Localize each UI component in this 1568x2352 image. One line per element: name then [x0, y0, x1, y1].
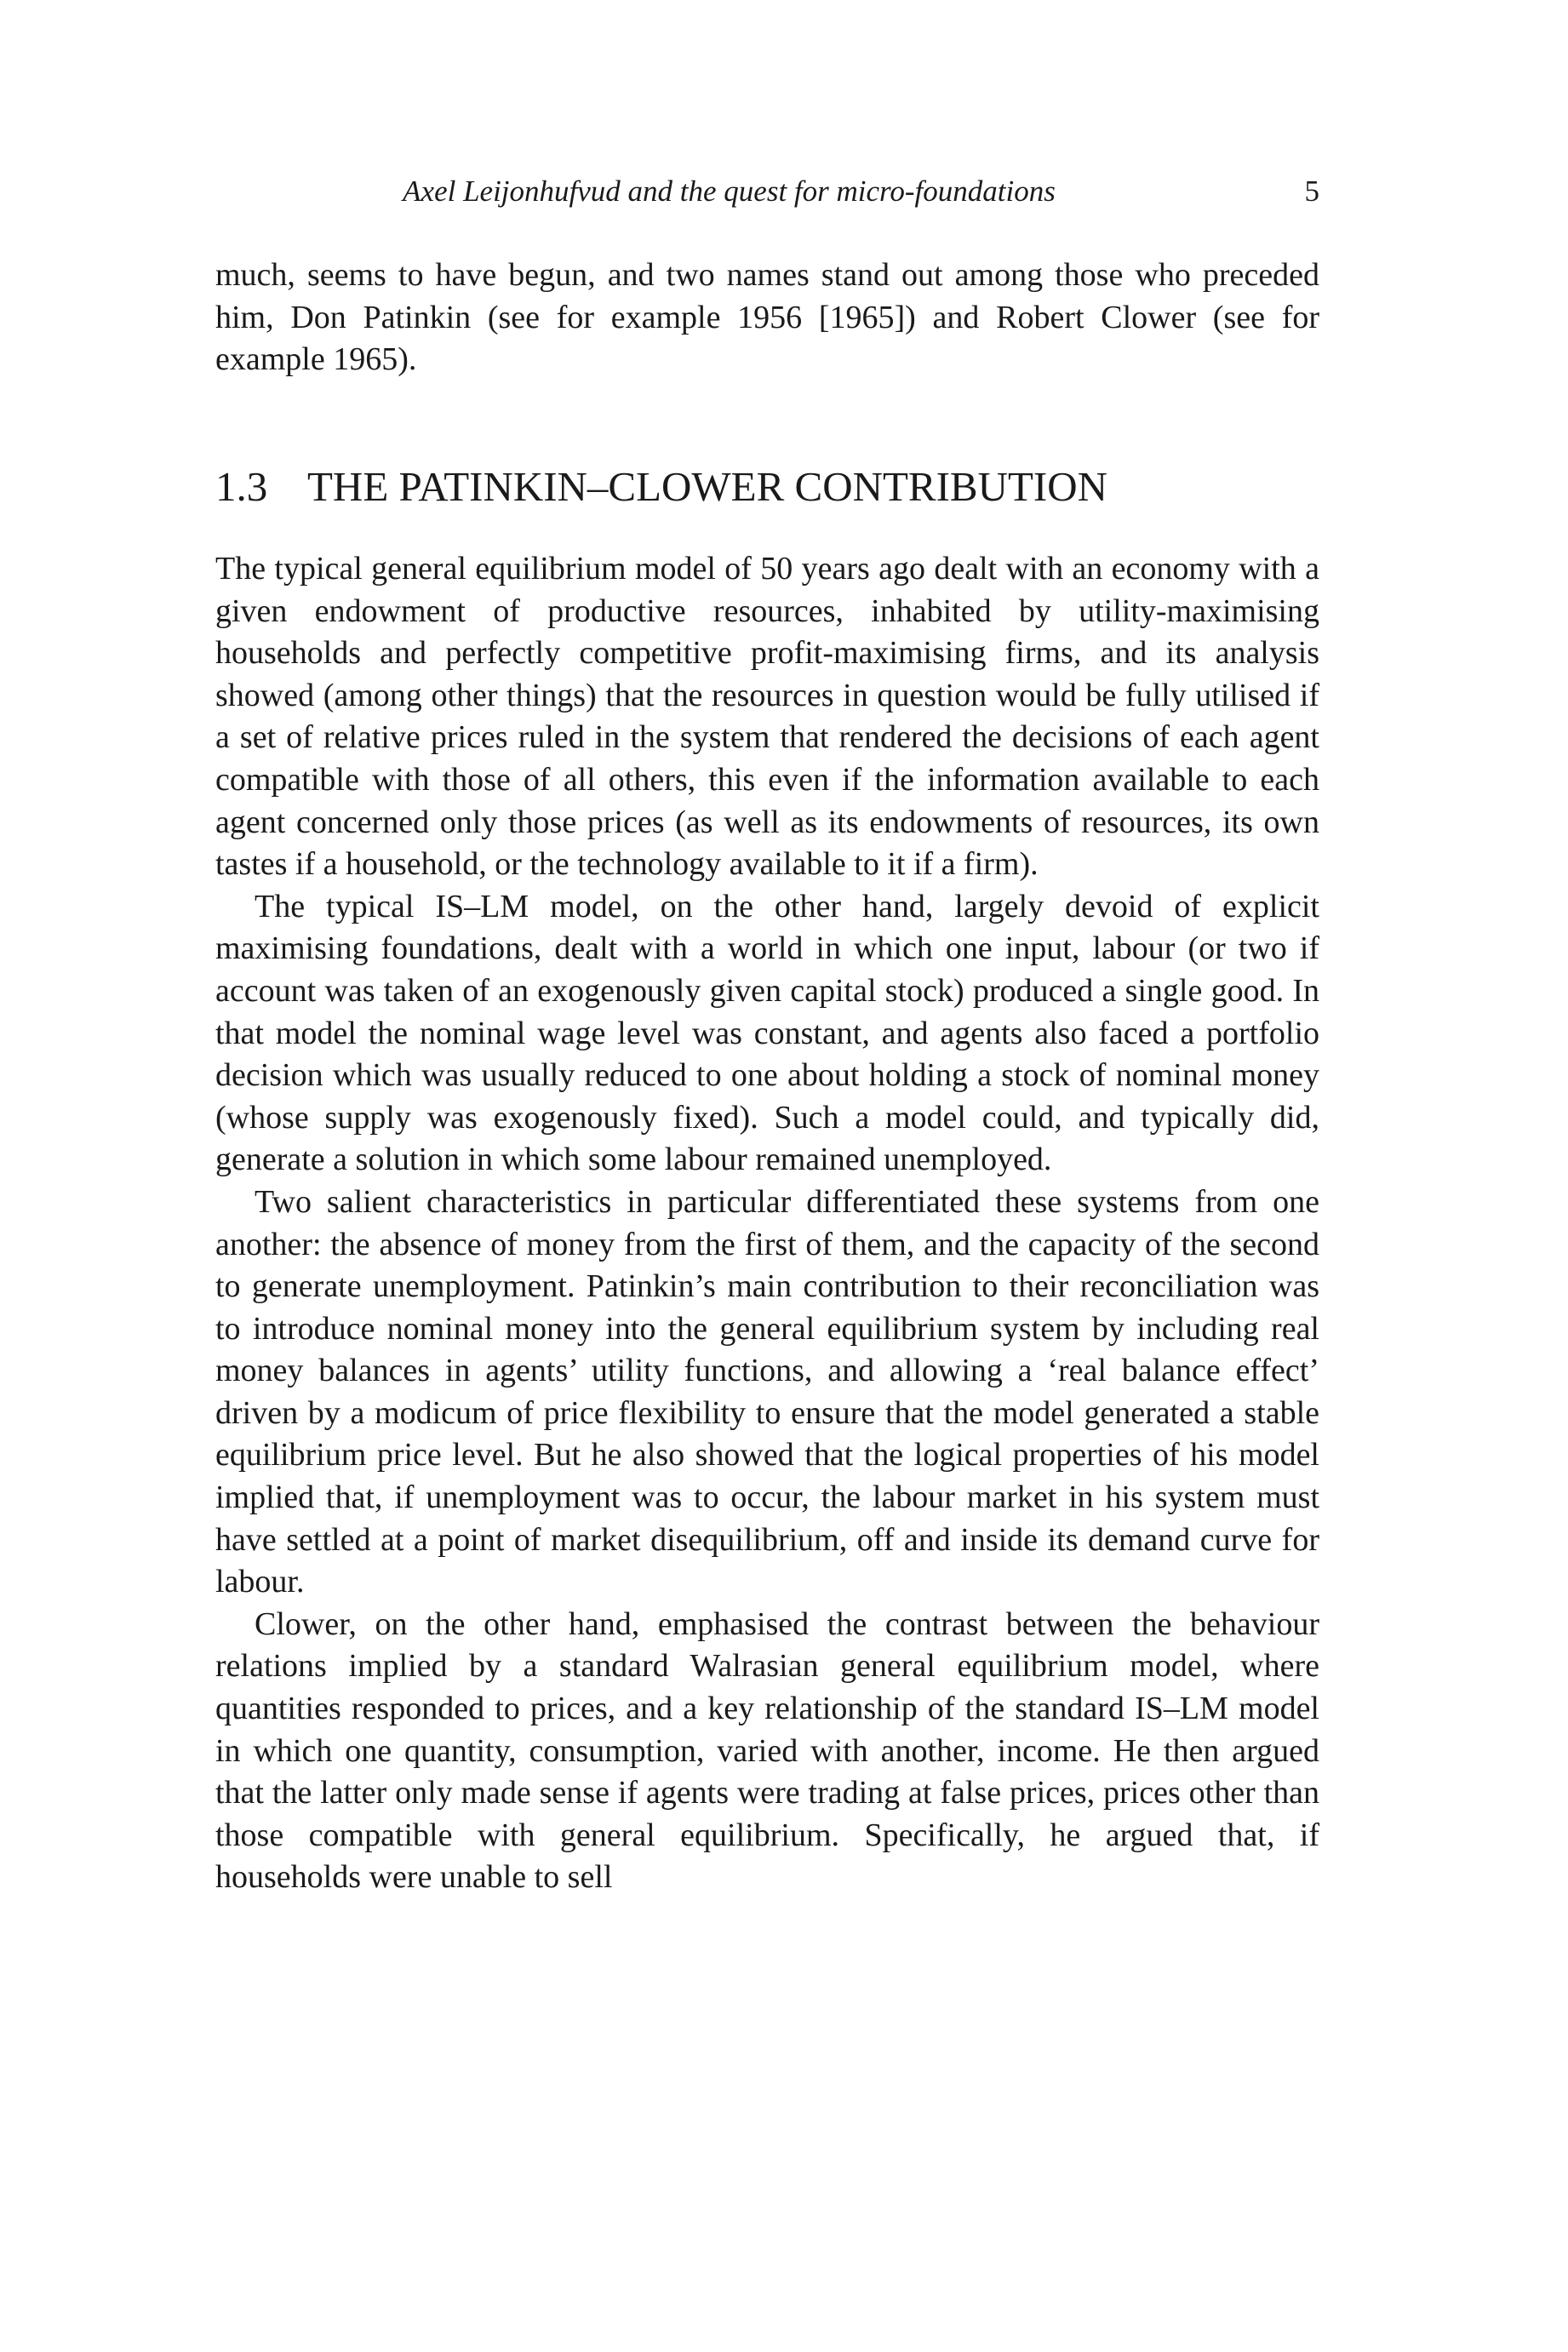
running-head-title: Axel Leijonhufvud and the quest for micro-foundations	[403, 175, 1056, 208]
section-body	[215, 548, 1319, 1899]
running-head	[215, 173, 1319, 210]
section-paragraph-1: The typical general equilibrium model of 50 years ago dealt with an economy with a given endowment of productive resources, inhabited by utility-maximising households and perfectly competitive profit-maximising firms, and its analysis showed (among other things) that the resources in question would be fully utilised if a set of relative prices ruled in the system that rendered the decisions of each agent compatible with those of all others, this even if the information available to each agent concerned only those prices (as well as its endowments of resources, its own tastes if a household, or the technology available to it if a firm).	[215, 551, 1319, 883]
section-paragraph-4: Clower, on the other hand, emphasised the contrast between the behaviour relations implied by a standard Walrasian general equilibrium model, where quantities responded to prices, and a key relationship of the standard IS–LM model in which one quantity, consumption, varied with another, income. He then argued that the latter only made sense if agents were trading at false prices, prices other than those compatible with general equilibrium. Specifically, he argued that, if households were unable to sell	[215, 1605, 1319, 1896]
section-number: 1.3	[215, 463, 268, 510]
section-paragraph-3: Two salient characteristics in particular differentiated these systems from one another: the absence of money from the first of them, and the capacity of the second to generate unemployment. Patinkin’s main contribution to their reconciliation was to introduce nominal money into the general equilibrium system by including real money balances in agents’ utility functions, and allowing a ‘real balance effect’ driven by a modicum of price flexibility to ensure that the model generated a stable equilibrium price level. But he also showed that the logical properties of his model implied that, if unemployment was to occur, the labour market in his system must have settled at a point of market disequilibrium, off and inside its demand curve for labour.	[215, 1183, 1319, 1600]
section-paragraph-2: The typical IS–LM model, on the other hand, largely devoid of explicit maximising foundations, dealt with a world in which one input, labour (or two if account was taken of an exogenously given capital stock) produced a single good. In that model the nominal wage level was constant, and agents also faced a portfolio decision which was usually reduced to one about holding a stock of nominal money (whose supply was exogenously fixed). Such a model could, and typically did, generate a solution in which some labour remained unemployed.	[215, 888, 1319, 1178]
page-number: 5	[1304, 175, 1319, 208]
section-heading	[215, 460, 1319, 514]
intro-paragraph: much, seems to have begun, and two names stand out among those who preceded him, Don Patinkin (see for example 1956 [1965]) and Robert Clower (see for example 1965).	[215, 257, 1319, 378]
section-title: THE PATINKIN–CLOWER CONTRIBUTION	[307, 463, 1108, 510]
